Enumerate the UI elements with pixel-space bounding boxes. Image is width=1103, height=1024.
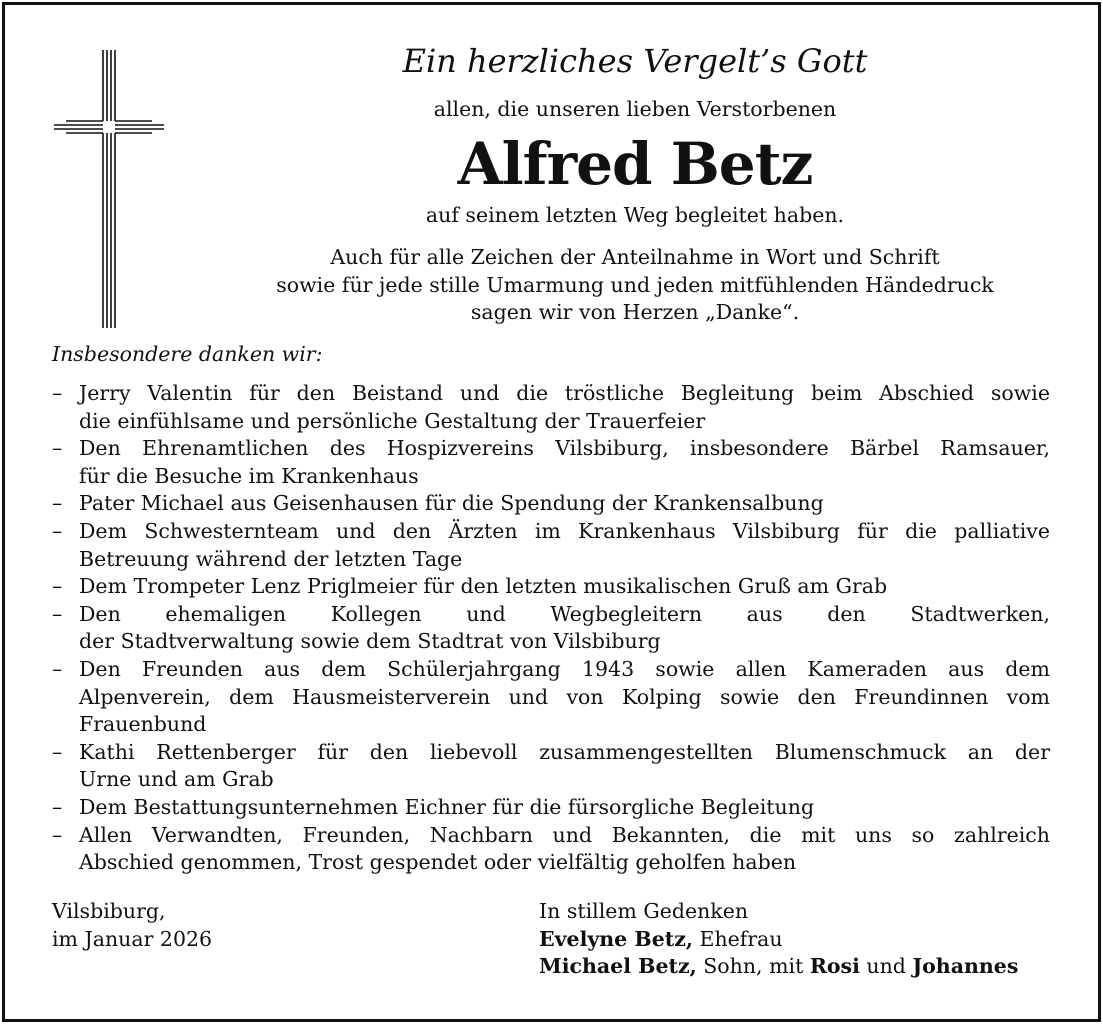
signer-2-role: Sohn, mit (696, 954, 810, 979)
list-item (52, 794, 1050, 822)
list-item-line: Urne und am Grab (79, 767, 274, 792)
signer-2-name: Michael Betz, (539, 954, 697, 979)
list-dash: – (52, 381, 63, 405)
list-item-line: Allen Verwandten, Freunden, Nachbarn und Bekannten, die mit uns so zahlreich (79, 822, 1050, 847)
list-dash: – (52, 436, 63, 461)
deceased-name: Alfred Betz (457, 130, 813, 198)
signer-2-and: und (859, 954, 913, 979)
list-item-line: Den Ehrenamtlichen des Hospizvereins Vilsbiburg, insbesondere Bärbel Ramsauer, (79, 436, 1050, 461)
intro-line: allen, die unseren lieben Verstorbenen (433, 97, 837, 121)
list-item-line: Frauenbund (79, 712, 207, 737)
accompanied-line: auf seinem letzten Weg begleitet haben. (425, 203, 845, 227)
list-dash: – (52, 574, 63, 599)
list-item (52, 380, 1050, 435)
thanks-line: sowie für jede stille Umarmung und jeden mitfühlenden Händedruck (276, 272, 994, 297)
cross-icon (52, 48, 166, 330)
signer-1-name: Evelyne Betz, (539, 926, 693, 951)
list-item-line: Kathi Rettenberger für den liebevoll zusammengestellten Blumenschmuck an der (79, 739, 1050, 764)
signer-2-with-1: Rosi (809, 954, 860, 979)
list-item (52, 490, 1050, 518)
signer-2-with-2: Johannes (912, 954, 1019, 979)
list-item-line: für die Besuche im Krankenhaus (79, 463, 419, 488)
list-item-line: Pater Michael aus Geisenhausen für die Spendung der Krankensalbung (79, 491, 824, 516)
list-dash: – (52, 739, 63, 764)
signer-2 (539, 953, 1018, 981)
list-dash: – (52, 656, 63, 681)
list-item (52, 435, 1050, 490)
list-item-line: Jerry Valentin für den Beistand und die tröstliche Begleitung beim Abschied sowie (79, 381, 1050, 405)
signatures (539, 898, 1018, 981)
signer-1-role: Ehefrau (692, 926, 783, 951)
list-item-line: Den ehemaligen Kollegen und Wegbegleitern aus den Stadtwerken, (79, 601, 1050, 626)
closing: In stillem Gedenken (539, 899, 749, 923)
thanks-list (52, 380, 1050, 877)
list-item (52, 601, 1050, 656)
list-item-line: Dem Bestattungsunternehmen Eichner für die fürsorgliche Begleitung (79, 794, 815, 819)
list-item-line: Abschied genommen, Trost gespendet oder vielfältig geholfen haben (79, 850, 797, 875)
date: im Januar 2026 (52, 926, 213, 951)
place: Vilsbiburg, (52, 899, 166, 923)
list-dash: – (52, 518, 63, 543)
thanks-intro: Insbesondere danken wir: (52, 342, 323, 366)
list-dash: – (52, 601, 63, 626)
list-item (52, 822, 1050, 877)
list-dash: – (52, 822, 63, 847)
list-item-line: Alpenverein, dem Hausmeisterverein und von Kolping sowie den Freundinnen vom (79, 684, 1050, 709)
list-item-line: Betreuung während der letzten Tage (79, 546, 463, 571)
place-date (52, 898, 212, 953)
list-dash: – (52, 794, 63, 819)
list-item (52, 739, 1050, 794)
thanks-line: Auch für alle Zeichen der Anteilnahme in Wort und Schrift (330, 245, 940, 269)
list-item (52, 518, 1050, 573)
thanks-paragraph (180, 244, 1090, 327)
ad-title: Ein herzliches Vergelt’s Gott (402, 42, 868, 80)
list-item-line: Dem Schwesternteam und den Ärzten im Krankenhaus Vilsbiburg für die palliative (79, 518, 1050, 543)
signer-1 (539, 926, 1018, 954)
thanks-line: sagen wir von Herzen „Danke“. (470, 300, 800, 324)
list-item (52, 656, 1050, 739)
list-item-line: die einfühlsame und persönliche Gestaltung der Trauerfeier (79, 408, 706, 433)
list-item-line: Dem Trompeter Lenz Priglmeier für den letzten musikalischen Gruß am Grab (79, 574, 888, 599)
list-item-line: der Stadtverwaltung sowie dem Stadtrat von Vilsbiburg (79, 629, 661, 654)
list-item (52, 573, 1050, 601)
list-dash: – (52, 491, 63, 516)
list-item-line: Den Freunden aus dem Schülerjahrgang 1943 sowie allen Kameraden aus dem (79, 656, 1050, 681)
